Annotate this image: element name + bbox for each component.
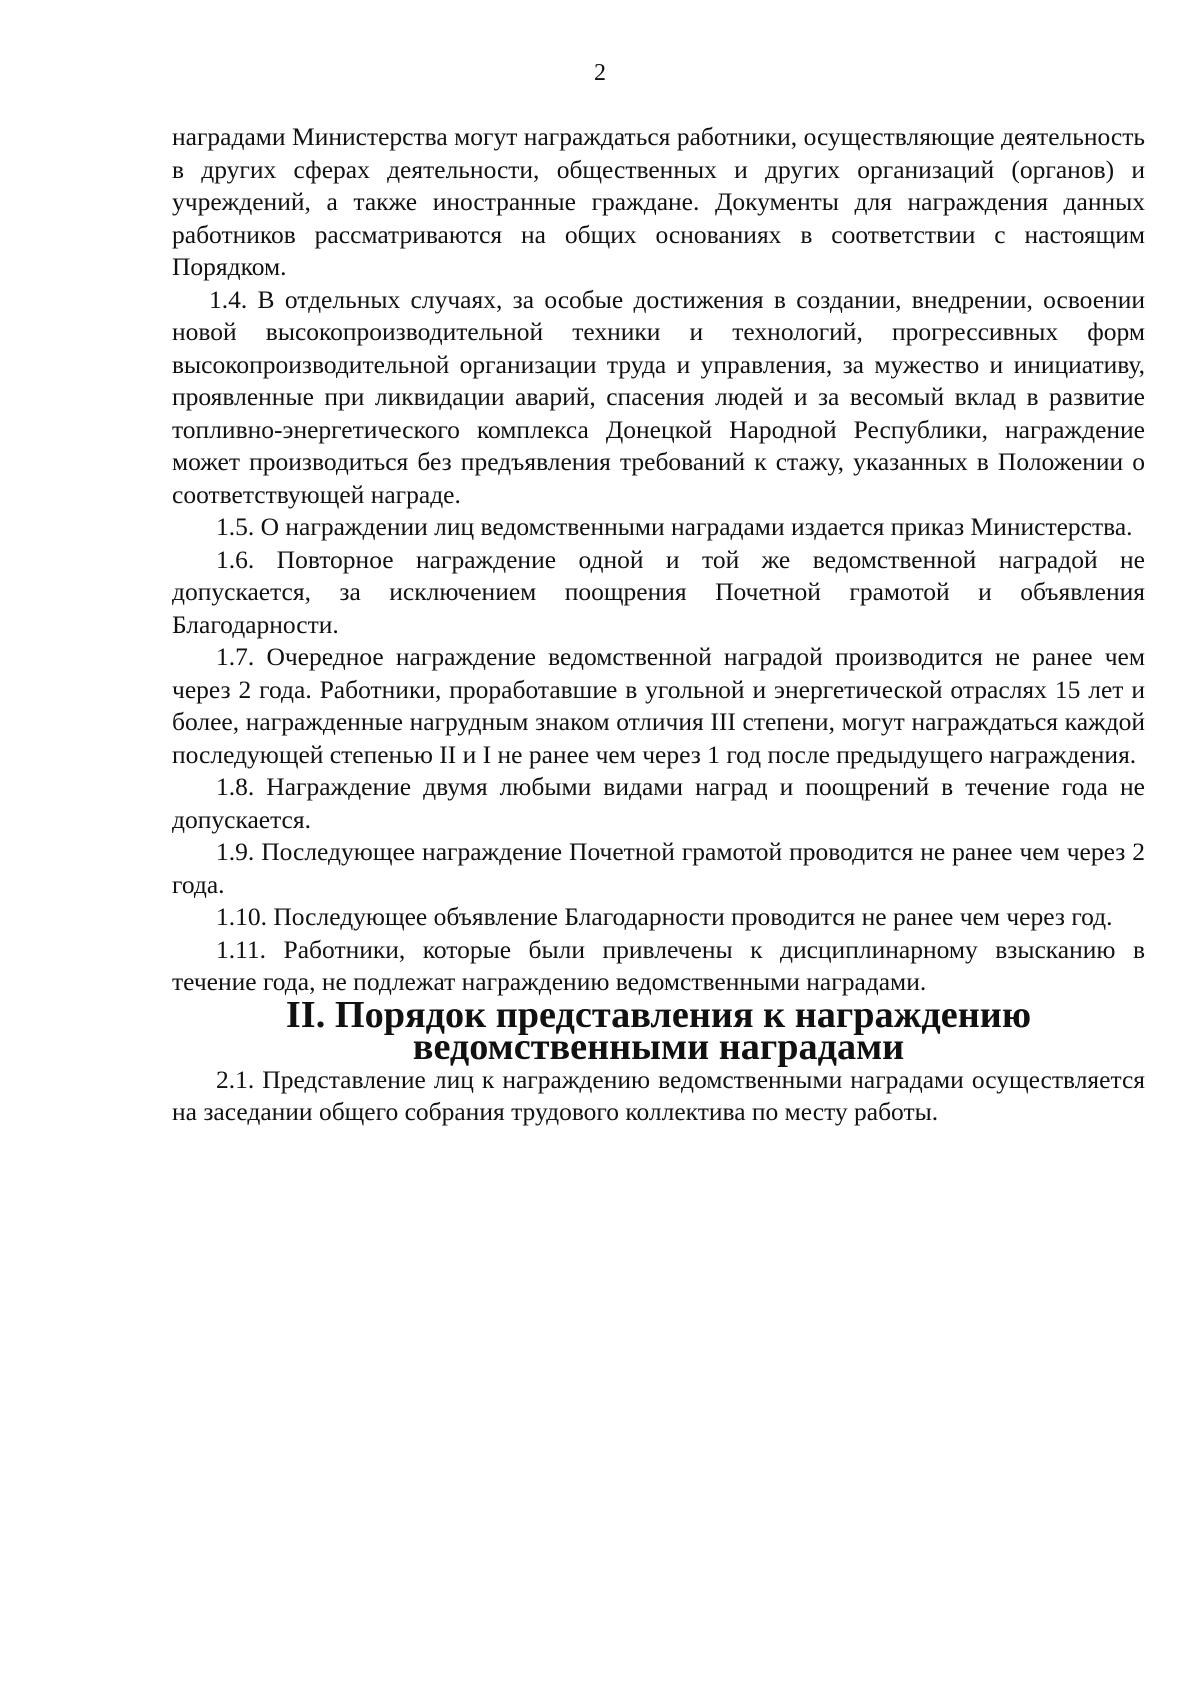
paragraph-1-4: 1.4. В отдельных случаях, за особые достижения в создании, внедрении, освоении новой высокопроизводительной техники и технологий, прогрессивных форм высокопроизводительной организации труда и управления, за мужество и инициативу, проявленные при ликвидации аварий, спасения людей и за весомый вклад в развитие топливно-энергетического комплекса Донецкой Народной Республики, награждение может производиться без предъявления требований к стажу, указанных в Положении о соответствующей награде. (172, 284, 1145, 509)
section-heading-line-1: II. Порядок представления к награждению (285, 993, 1032, 1036)
paragraph-1-6: 1.6. Повторное награждение одной и той же ведомственной наградой не допускается, за исключением поощрения Почетной грамотой и объявления Благодарности. (172, 544, 1145, 639)
paragraph-1-10: 1.10. Последующее объявление Благодарности проводится не ранее чем через год. (216, 902, 1113, 931)
paragraph-2-1: 2.1. Представление лиц к награждению ведомственными наградами осуществляется на заседании общего собрания трудового коллектива по месту работы. (172, 1064, 1145, 1126)
page-number: 2 (594, 60, 606, 86)
paragraph-1-11: 1.11. Работники, которые были привлечены к дисциплинарному взысканию в течение года, не подлежат награждению ведомственными наградами. (172, 934, 1145, 996)
paragraph-1-7: 1.7. Очередное награждение ведомственной наградой производится не ранее чем через 2 года. Работники, проработавшие в угольной и энергетической отраслях 15 лет и более, награжденные нагрудным знаком отличия III степени, могут награждаться каждой последующей степенью II и I не ранее чем через 1 год после предыдущего награждения. (172, 642, 1145, 769)
paragraph-1-5: 1.5. О награждении лиц ведомственными наградами издается приказ Министерства. (216, 512, 1133, 541)
section-heading-line-2: ведомственными наградами (412, 1026, 905, 1068)
paragraph-1-9: 1.9. Последующее награждение Почетной грамотой проводится не ранее чем через 2 года. (172, 837, 1145, 899)
section-heading (172, 993, 1145, 1068)
paragraph-continuation: наградами Министерства могут награждаться работники, осуществляющие деятельность в других сферах деятельности, общественных и других организаций (органов) и учреждений, а также иностранные граждане. Документы для награждения данных работников рассматриваются на общих основаниях в соответствии с настоящим Порядком. (172, 122, 1145, 281)
document-body (172, 121, 1145, 1129)
paragraph-1-8: 1.8. Награждение двумя любыми видами наград и поощрений в течение года не допускается. (172, 772, 1145, 834)
